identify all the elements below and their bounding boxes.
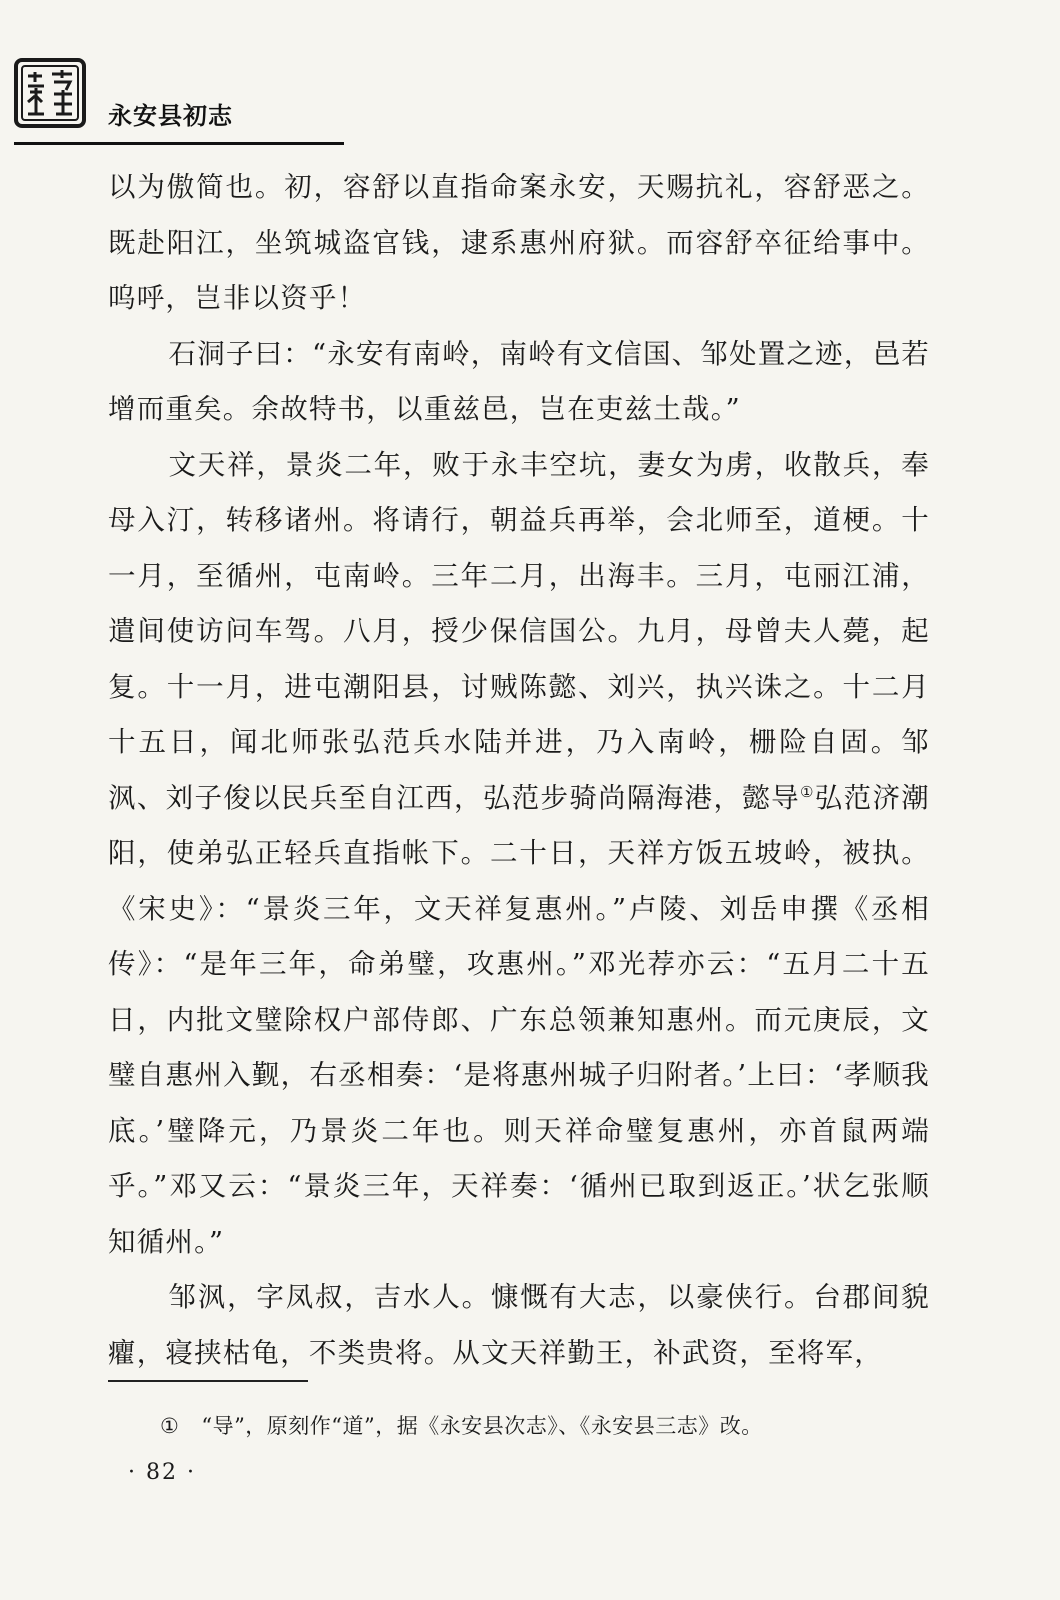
footnote [160,1410,763,1440]
main-text [108,160,930,1381]
paragraph-3 [108,438,930,1271]
footnote-divider [108,1380,308,1382]
paragraph-1: 以为傲简也。初，容舒以直指命案永安，天赐抗礼，容舒恶之。既赴阳江，坐筑城盗官钱，逮系惠州府狱。而容舒卒征给事中。呜呼，岂非以资乎！ [108,171,930,314]
paragraph-2: 石洞子曰：“永安有南岭，南岭有文信国、邹处置之迹，邑若增而重矣。余故特书，以重兹邑，岂在吏兹土哉。” [108,337,930,425]
footnote-mark: ① [160,1414,180,1438]
page-number: · 82 · [128,1460,196,1485]
paragraph-4: 邹沨，字凤叔，吉水人。慷慨有大志，以豪侠行。台郡间貌癯，寝挟枯龟，不类贵将。从文天祥勤王，补武资，至将军， [108,1281,930,1369]
header-rule [14,142,344,145]
footnote-reference[interactable]: ① [800,782,815,801]
footnote-text: “导”，原刻作“道”，据《永安县次志》、《永安县三志》改。 [201,1414,763,1438]
paragraph-3-text-b: 弘范济潮阳，使弟弘正轻兵直指帐下。二十日，天祥方饭五坡岭，被执。《宋史》：“景炎三年，文天祥复惠州。”卢陵、刘岳申撰《丞相传》：“是年三年，命弟璧，攻惠州。”邓光荐亦云：“五月二十五日，内批文璧除权户部侍郎、广东总领兼知惠州。而元庚辰，文璧自惠州入觐，右丞相奏：‘是将惠州城子归附者。’上曰：‘孝顺我底。’璧降元，乃景炎二年也。则天祥命璧复惠州，亦首鼠两端乎。”邓又云：“景炎三年，天祥奏：‘循州已取到返正。’状乞张顺知循州。” [108,781,930,1258]
seal-logo-icon [14,58,86,128]
running-title: 永安县初志 [108,102,233,130]
paragraph-3-text-a: 文天祥，景炎二年，败于永丰空坑，妻女为虏，收散兵，奉母入汀，转移诸州。将请行，朝益兵再举，会北师至，道梗。十一月，至循州，屯南岭。三年二月，出海丰。三月，屯丽江浦，遣间使访问车驾。八月，授少保信国公。九月，母曾夫人薨，起复。十一月，进屯潮阳县，讨贼陈懿、刘兴，执兴诛之。十二月十五日，闻北师张弘范兵水陆并进，乃入南岭，栅险自固。邹沨、刘子俊以民兵至自江西，弘范步骑尚隔海港，懿导 [108,448,930,814]
